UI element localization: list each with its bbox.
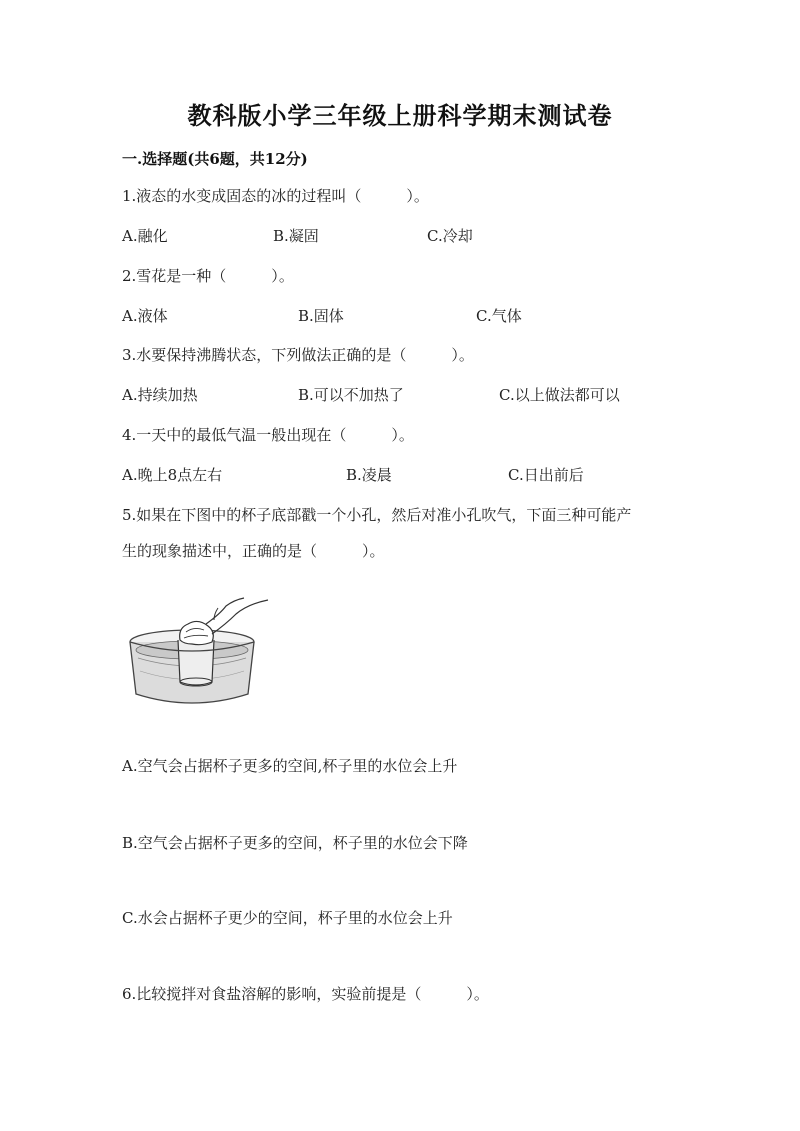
page-title: 教科版小学三年级上册科学期末测试卷 [187, 101, 613, 130]
question-5-option-a: A.空气会占据杯子更多的空间,杯子里的水位会上升 [122, 757, 458, 775]
question-4: 4.一天中的最低气温一般出现在（ ）。 [122, 426, 414, 444]
question-3: 3.水要保持沸腾状态，下列做法正确的是（ ）。 [122, 346, 474, 364]
question-5-line-1: 5.如果在下图中的杯子底部戳一个小孔，然后对准小孔吹气，下面三种可能产 [122, 506, 632, 524]
question-3-option-c: C.以上做法都可以 [499, 386, 620, 404]
question-1-option-b: B.凝固 [273, 227, 319, 245]
question-4-option-b: B.凌晨 [346, 466, 392, 484]
question-4-option-c: C.日出前后 [508, 466, 584, 484]
question-2-option-a: A.液体 [122, 307, 168, 325]
cup-in-water-illustration [122, 596, 282, 716]
question-2-option-c: C.气体 [476, 307, 522, 325]
question-1-option-c: C.冷却 [427, 227, 473, 245]
cup-in-water-drawing [122, 596, 282, 716]
question-3-option-a: A.持续加热 [122, 386, 198, 404]
question-4-option-a: A.晚上8点左右 [122, 466, 223, 484]
question-5-option-c: C.水会占据杯子更少的空间，杯子里的水位会上升 [122, 909, 453, 927]
question-2: 2.雪花是一种（ ）。 [122, 267, 294, 285]
question-6: 6.比较搅拌对食盐溶解的影响，实验前提是（ ）。 [122, 985, 489, 1003]
question-5-line-2: 生的现象描述中，正确的是（ ）。 [122, 542, 385, 560]
question-3-option-b: B.可以不加热了 [298, 386, 404, 404]
question-2-option-b: B.固体 [298, 307, 344, 325]
section-heading: 一.选择题(共6题，共12分) [122, 150, 308, 168]
question-1: 1.液态的水变成固态的冰的过程叫（ ）。 [122, 187, 429, 205]
question-5-option-b: B.空气会占据杯子更多的空间，杯子里的水位会下降 [122, 834, 468, 852]
question-1-option-a: A.融化 [122, 227, 168, 245]
